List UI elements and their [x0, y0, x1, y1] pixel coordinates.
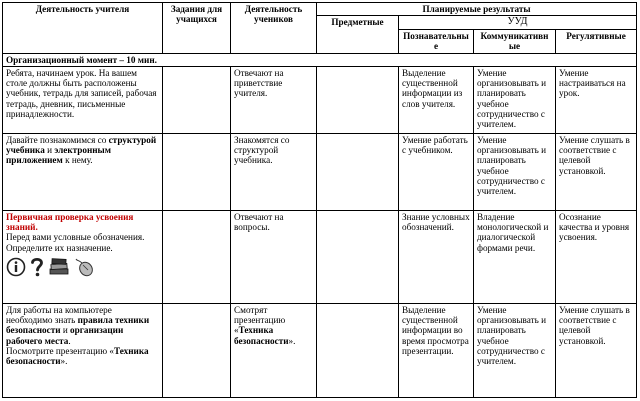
legend-icons	[6, 256, 159, 278]
table-row	[3, 303, 637, 397]
header-subject: Предметные	[317, 16, 399, 53]
header-row-1	[3, 3, 637, 16]
row2-teacher	[3, 133, 163, 210]
row2-subject	[317, 133, 399, 210]
row1-teacher-text: Ребята, начинаем урок. На вашем столе должны быть расположены учебник, тетрадь для записей, рабочая тетрадь, дневник, письменные принадлежности.	[6, 67, 157, 120]
row4-teacher-text: Для работы на компьютере необходимо знать	[6, 304, 112, 326]
row2-regulative: Умение слушать в соответствие с целевой установкой.	[556, 133, 637, 210]
row3-communicative: Владение монологической и диалогической формами речи.	[474, 210, 556, 303]
row3-students: Отвечают на вопросы.	[231, 210, 317, 303]
row2-teacher-bold: электронным приложением	[6, 145, 111, 166]
header-uud: УУД	[399, 16, 637, 29]
lesson-plan-table	[2, 2, 637, 398]
header-planned: Планируемые результаты	[317, 3, 637, 16]
row4-students	[231, 303, 317, 397]
row4-regulative: Умение слушать в соответствие с целевой установкой.	[556, 303, 637, 397]
row4-teacher-text: и	[60, 325, 71, 336]
row4-teacher-text: .	[68, 335, 71, 346]
row4-subject	[317, 303, 399, 397]
header-students: Деятельность учеников	[231, 3, 317, 54]
table-row	[3, 133, 637, 210]
row2-teacher-text: Давайте познакомимся со	[6, 134, 109, 145]
table-row	[3, 66, 637, 133]
header-cognitive: Познавательные	[399, 29, 474, 53]
row4-cognitive: Выделение существенной информации во время просмотра презентации.	[399, 303, 474, 397]
row1-tasks	[163, 66, 231, 133]
row1-regulative: Умение настраиваться на урок.	[556, 66, 637, 133]
row3-teacher-heading: Первичная проверка усвоения знаний.	[6, 211, 134, 233]
info-icon	[6, 257, 26, 277]
row2-teacher-bold: структурой учебника	[6, 134, 157, 156]
row3-teacher-text: Перед вами условные обозначения. Определите их назначение.	[6, 232, 145, 253]
header-tasks: Задания для учащихся	[163, 3, 231, 54]
row4-students-text: Смотрят презентацию «	[234, 304, 286, 336]
row2-tasks	[163, 133, 231, 210]
row4-teacher	[3, 303, 163, 397]
row2-teacher-text: и	[44, 145, 55, 156]
row1-students: Отвечают на приветствие учителя.	[231, 66, 317, 133]
header-communicative: Коммуникативные	[474, 29, 556, 53]
row2-teacher-text: к нему.	[62, 155, 93, 166]
row3-teacher	[3, 210, 163, 303]
row4-teacher-text: Посмотрите презентацию «	[6, 346, 114, 357]
books-icon	[48, 257, 70, 277]
table-row	[3, 210, 637, 303]
stage-title: Организационный момент – 10 мин.	[3, 53, 637, 66]
row2-cognitive: Умение работать с учебником.	[399, 133, 474, 210]
row3-subject	[317, 210, 399, 303]
row1-teacher	[3, 66, 163, 133]
row1-communicative: Умение организовывать и планировать учебное сотрудничество с учителем.	[474, 66, 556, 133]
row4-students-bold: Техника безопасности	[234, 325, 289, 346]
row3-tasks	[163, 210, 231, 303]
stage-row	[3, 53, 637, 66]
question-mark-icon	[30, 256, 44, 278]
row4-teacher-para2	[6, 346, 159, 367]
mouse-icon	[74, 257, 96, 277]
row4-teacher-bold: Техника безопасности	[6, 346, 149, 367]
row4-tasks	[163, 303, 231, 397]
row1-subject	[317, 66, 399, 133]
row4-communicative: Умение организовывать и планировать учебное сотрудничество с учителем.	[474, 303, 556, 397]
row4-students-text: ».	[288, 335, 296, 346]
row2-communicative: Умение организовывать и планировать учебное сотрудничество с учителем.	[474, 133, 556, 210]
row3-cognitive: Знание условных обозначений.	[399, 210, 474, 303]
row2-students: Знакомятся со структурой учебника.	[231, 133, 317, 210]
row4-teacher-para1	[6, 305, 159, 346]
row4-teacher-bold: организации рабочего места	[6, 325, 124, 346]
row4-teacher-text: ».	[60, 356, 68, 367]
row1-cognitive: Выделение существенной информации из слов учителя.	[399, 66, 474, 133]
header-regulative: Регулятивные	[556, 29, 637, 53]
header-teacher: Деятельность учителя	[3, 3, 163, 54]
row4-teacher-bold: правила техники безопасности	[6, 315, 150, 336]
row3-regulative: Осознание качества и уровня усвоения.	[556, 210, 637, 303]
